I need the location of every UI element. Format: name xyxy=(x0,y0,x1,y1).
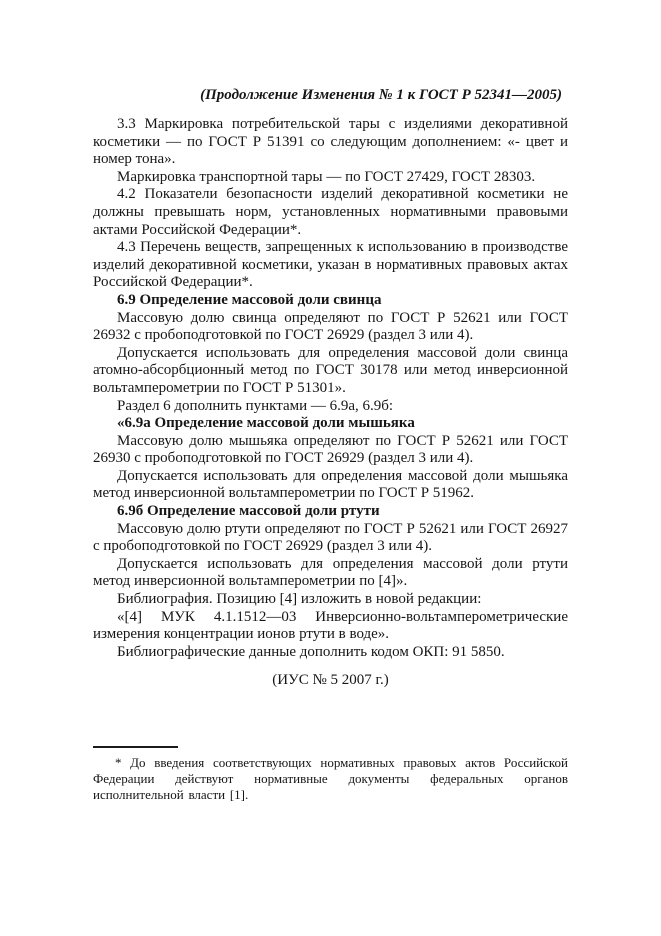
body-paragraph: Маркировка транспортной тары — по ГОСТ 27429, ГОСТ 28303. xyxy=(117,168,536,185)
body-paragraph: Массовую долю свинца определяют по ГОСТ Р 52621 или ГОСТ 26932 с пробоподготовкой по ГОСТ 26929 (раздел 3 или 4). xyxy=(93,309,568,344)
body-paragraph: Массовую долю мышьяка определяют по ГОСТ Р 52621 или ГОСТ 26930 с пробоподготовкой по ГОСТ 26929 (раздел 3 или 4). xyxy=(93,432,568,467)
footnote xyxy=(93,746,568,802)
body-paragraph: Допускается использовать для определения массовой доли мышьяка метод инверсионной вольтамперометрии по ГОСТ Р 51962. xyxy=(93,467,568,502)
body-paragraph: Допускается использовать для определения массовой доли ртути метод инверсионной вольтамперометрии по [4]». xyxy=(93,555,568,590)
section-heading-arsenic: «6.9а Определение массовой доли мышьяка xyxy=(117,415,415,432)
running-title: (Продолжение Изменения № 1 к ГОСТ Р 52341—2005) xyxy=(200,87,562,103)
footnote-text: * До введения соответствующих нормативных правовых актов Российской Федерации действуют нормативные документы федеральных органов исполнительной власти [1]. xyxy=(93,755,568,802)
footnote-separator xyxy=(93,746,178,748)
section-heading-mercury: 6.9б Определение массовой доли ртути xyxy=(117,503,380,520)
issue-note: (ИУС № 5 2007 г.) xyxy=(272,672,389,689)
body-paragraph: 4.2 Показатели безопасности изделий декоративной косметики не должны превышать норм, установленных нормативными правовыми актами Российской Федерации*. xyxy=(93,186,568,238)
body-paragraph: Библиография. Позицию [4] изложить в новой редакции: xyxy=(117,591,482,608)
body-paragraph: «[4] МУК 4.1.1512—03 Инверсионно-вольтамперометрические измерения концентрации ионов ртути в воде». xyxy=(93,608,568,643)
body-paragraph: Допускается использовать для определения массовой доли свинца атомно-абсорбционный метод по ГОСТ 30178 или метод инверсионной вольтамперометрии по ГОСТ Р 51301». xyxy=(93,344,568,396)
body-paragraph: 4.3 Перечень веществ, запрещенных к использованию в производстве изделий декоративной косметики, указан в нормативных правовых актах Российской Федерации*. xyxy=(93,239,568,291)
body-paragraph: Библиографические данные дополнить кодом ОКП: 91 5850. xyxy=(117,643,505,660)
section-heading-lead: 6.9 Определение массовой доли свинца xyxy=(117,291,382,308)
body-paragraph: 3.3 Маркировка потребительской тары с изделиями декоративной косметики — по ГОСТ Р 51391 со следующим дополнением: «- цвет и номер тона». xyxy=(93,116,568,168)
body-paragraph: Раздел 6 дополнить пунктами — 6.9а, 6.9б: xyxy=(117,397,394,414)
document-content xyxy=(93,87,568,690)
body-paragraph: Массовую долю ртути определяют по ГОСТ Р 52621 или ГОСТ 26927 с пробоподготовкой по ГОСТ 26929 (раздел 3 или 4). xyxy=(93,520,568,555)
